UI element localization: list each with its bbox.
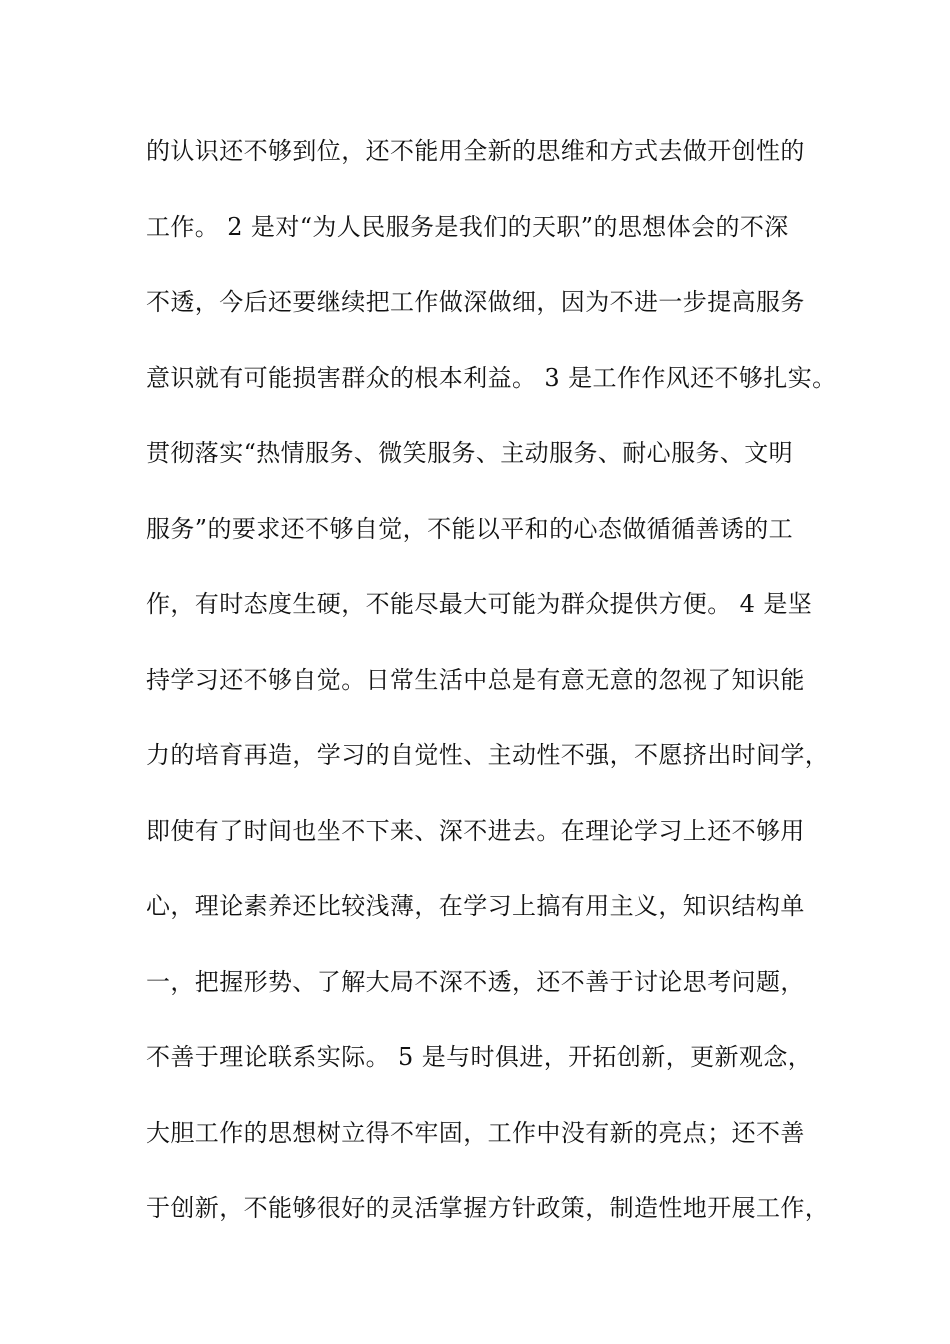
text-line: 大胆工作的思想树立得不牢固，工作中没有新的亮点；还不善 <box>146 1118 805 1147</box>
text-line: 作，有时态度生硬，不能尽最大可能为群众提供方便。 4 是坚 <box>146 590 813 618</box>
text-line: 心，理论素养还比较浅薄，在学习上搞有用主义，知识结构单 <box>146 892 805 920</box>
text-line: 的认识还不够到位，还不能用全新的思维和方式去做开创性的 <box>146 137 805 165</box>
text-line: 于创新，不能够很好的灵活掌握方针政策，制造性地开展工作， <box>146 1194 830 1222</box>
text-line: 力的培育再造，学习的自觉性、主动性不强，不愿挤出时间学， <box>146 741 830 769</box>
text-line: 工作。 2 是对“为人民服务是我们的天职”的思想体会的不深 <box>146 212 789 241</box>
text-line: 意识就有可能损害群众的根本利益。 3 是工作作风还不够扎实。 <box>146 363 837 392</box>
text-line: 持学习还不够自觉。日常生活中总是有意无意的忽视了知识能 <box>146 665 805 694</box>
text-line: 不善于理论联系实际。 5 是与时俱进，开拓创新，更新观念， <box>146 1043 813 1071</box>
text-line: 不透，今后还要继续把工作做深做细，因为不进一步提高服务 <box>146 288 805 316</box>
text-line: 服务”的要求还不够自觉，不能以平和的心态做循循善诱的工 <box>146 514 794 543</box>
text-line: 即使有了时间也坐不下来、深不进去。在理论学习上还不够用 <box>146 816 805 845</box>
body-text <box>146 127 846 1260</box>
text-line: 一，把握形势、了解大局不深不透，还不善于讨论思考问题， <box>146 967 805 996</box>
text-line: 贯彻落实“热情服务、微笑服务、主动服务、耐心服务、文明 <box>146 439 794 467</box>
